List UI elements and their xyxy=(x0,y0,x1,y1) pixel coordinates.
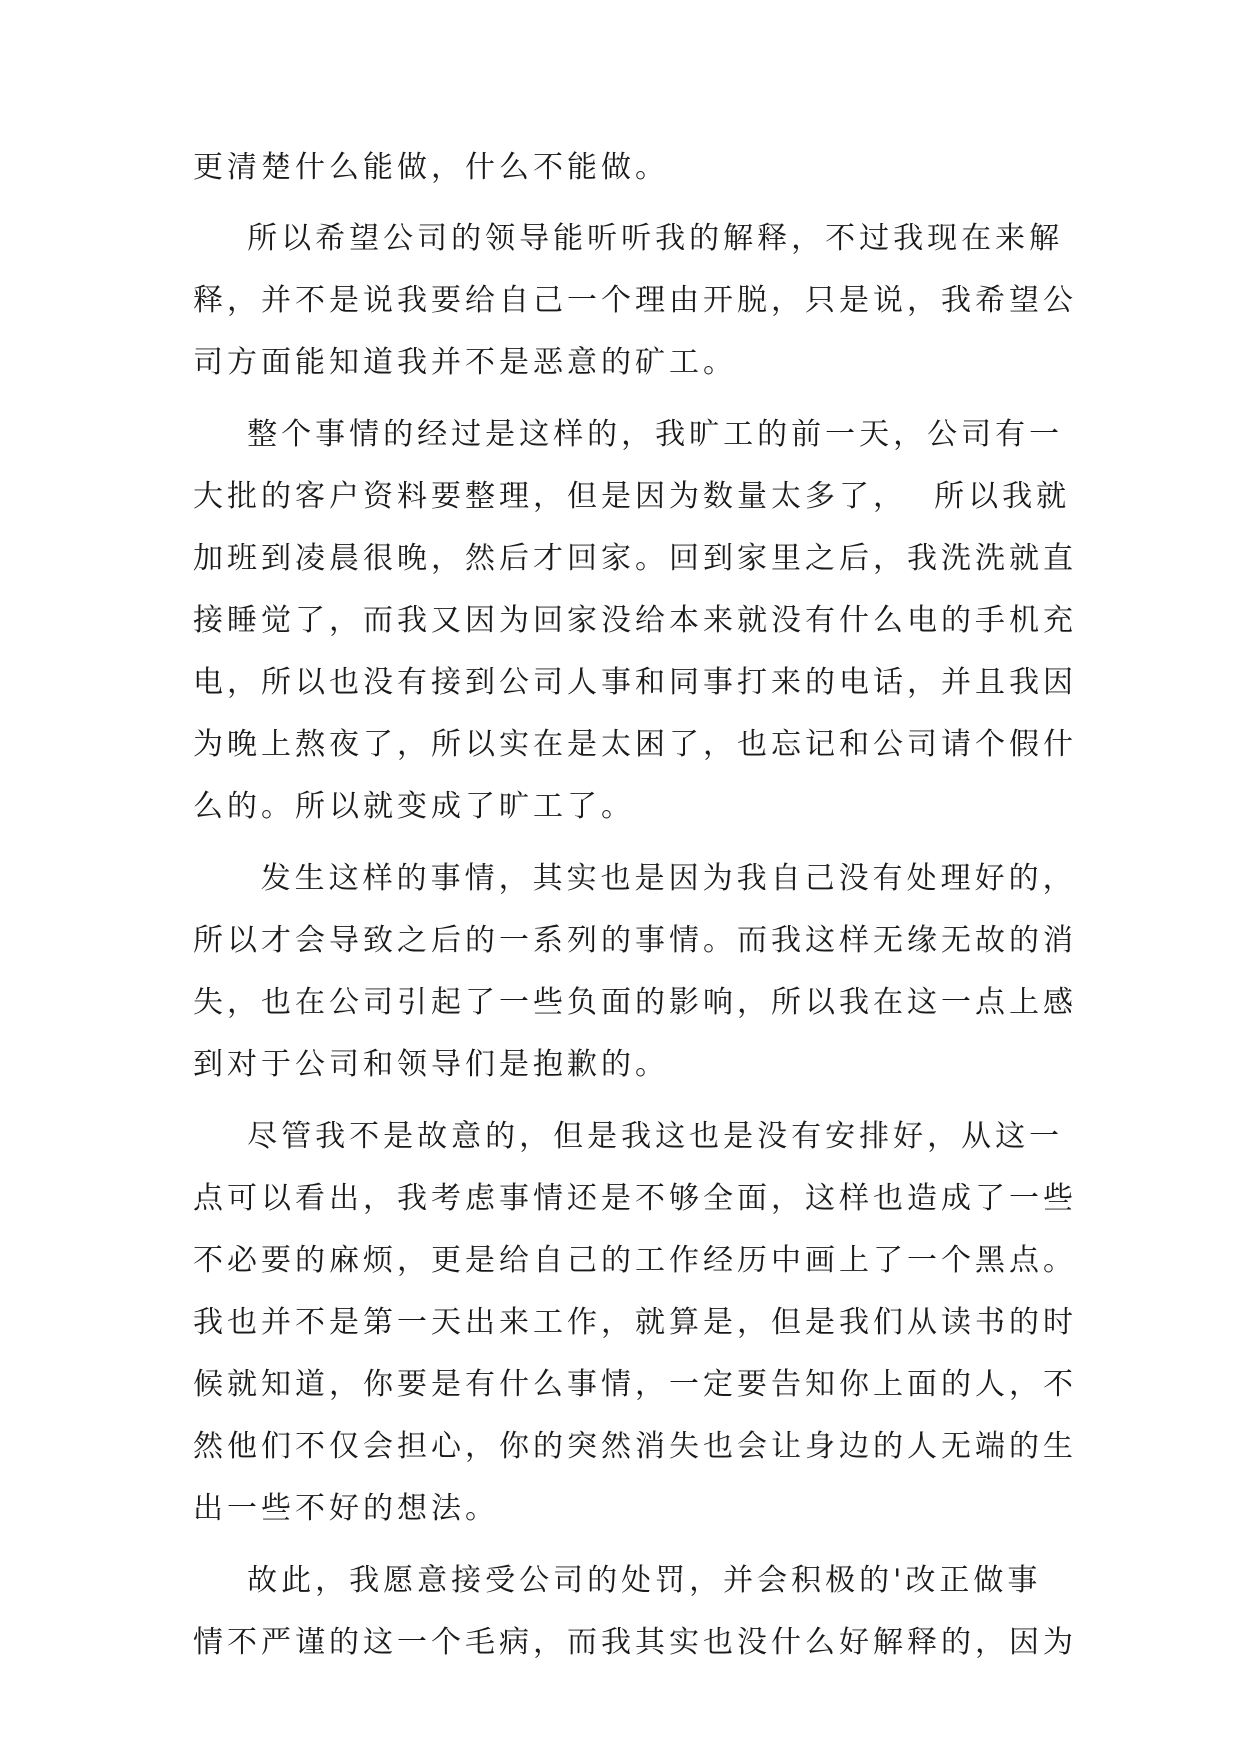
text-line: 所以希望公司的领导能听听我的解释，不过我现在来解 xyxy=(193,221,1064,256)
text-line: 么的。所以就变成了旷工了。 xyxy=(193,789,635,824)
text-line: 大批的客户资料要整理，但是因为数量太多了， 所以我就 xyxy=(193,479,1071,514)
text-line: 为晚上熬夜了，所以实在是太困了，也忘记和公司请个假什 xyxy=(193,727,1077,762)
text-line: 点可以看出，我考虑事情还是不够全面，这样也造成了一些 xyxy=(193,1181,1077,1216)
text-line: 情不严谨的这一个毛病，而我其实也没什么好解释的，因为 xyxy=(193,1625,1077,1660)
text-line: 司方面能知道我并不是恶意的矿工。 xyxy=(193,345,737,380)
text-line: 电，所以也没有接到公司人事和同事打来的电话，并且我因 xyxy=(193,665,1077,700)
text-line: 释，并不是说我要给自己一个理由开脱，只是说，我希望公 xyxy=(193,283,1077,318)
text-line: 出一些不好的想法。 xyxy=(193,1491,499,1526)
text-line: 我也并不是第一天出来工作，就算是，但是我们从读书的时 xyxy=(193,1305,1077,1340)
text-line: 接睡觉了，而我又因为回家没给本来就没有什么电的手机充 xyxy=(193,603,1077,638)
text-line: 整个事情的经过是这样的，我旷工的前一天，公司有一 xyxy=(193,417,1064,452)
text-line: 不必要的麻烦，更是给自己的工作经历中画上了一个黑点。 xyxy=(193,1243,1077,1278)
text-line: 更清楚什么能做，什么不能做。 xyxy=(193,150,669,185)
text-line: 故此，我愿意接受公司的处罚，并会积极的'改正做事 xyxy=(193,1563,1042,1598)
text-line: 候就知道，你要是有什么事情，一定要告知你上面的人，不 xyxy=(193,1367,1077,1402)
text-line: 发生这样的事情，其实也是因为我自己没有处理好的， xyxy=(193,861,1077,896)
text-line: 然他们不仅会担心，你的突然消失也会让身边的人无端的生 xyxy=(193,1429,1077,1464)
text-line: 尽管我不是故意的，但是我这也是没有安排好，从这一 xyxy=(193,1119,1064,1154)
text-line: 加班到凌晨很晚，然后才回家。回到家里之后，我洗洗就直 xyxy=(193,541,1077,576)
text-line: 失，也在公司引起了一些负面的影响，所以我在这一点上感 xyxy=(193,985,1077,1020)
text-line: 到对于公司和领导们是抱歉的。 xyxy=(193,1047,669,1082)
text-line: 所以才会导致之后的一系列的事情。而我这样无缘无故的消 xyxy=(193,923,1077,958)
